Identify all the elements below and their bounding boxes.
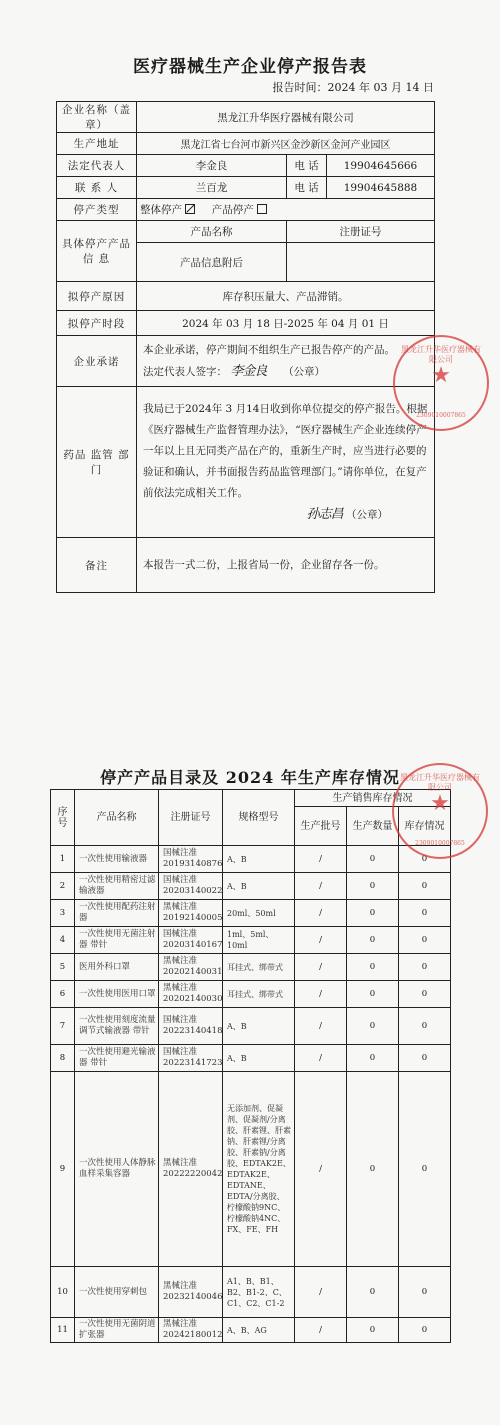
catalog-table <box>50 789 451 1343</box>
row-no: 2 <box>51 873 75 900</box>
row-spec: 无添加剂、促凝剂、促凝剂/分离胶、肝素锂、肝素钠、肝素锂/分离胶、肝素钠/分离胶、EDTAK2E、EDTAK2E、EDTANE、EDTA/分离胶、柠檬酸钠9NC、柠檬酸钠4NC、FX、FE、FH <box>223 1072 295 1267</box>
row-spec: A1、B、B1、B2、B1-2、C、C1、C2、C1-2 <box>223 1267 295 1318</box>
row-stock: 0 <box>399 927 451 954</box>
table-row <box>51 1318 451 1343</box>
company-label: 企业名称（盖章） <box>57 102 137 133</box>
checkbox-empty-icon <box>257 204 267 214</box>
row-batch: / <box>295 954 347 981</box>
table-row <box>51 1008 451 1045</box>
row-batch: / <box>295 1008 347 1045</box>
period-label: 拟停产时段 <box>57 311 137 336</box>
dept-cell <box>137 387 435 538</box>
product-info-label: 具体停产产品 信 息 <box>57 221 137 282</box>
row-spec: 1ml、5ml、10ml <box>223 927 295 954</box>
reason-label: 拟停产原因 <box>57 282 137 311</box>
company-seal-stamp-1 <box>393 335 489 431</box>
row-reg-no: 黑械注准 20192140005 <box>159 900 223 927</box>
row-reg-no: 国械注准 20223141723 <box>159 1045 223 1072</box>
row-qty: 0 <box>347 900 399 927</box>
table-row <box>51 1072 451 1267</box>
row-batch: / <box>295 927 347 954</box>
phone-label-2: 电 话 <box>287 177 327 199</box>
commit-sig-label: 法定代表人签字： <box>143 365 227 378</box>
row-product-name: 一次性使用避光输液器 带针 <box>75 1045 159 1072</box>
legal-rep-value: 李金良 <box>137 155 287 177</box>
row-stock: 0 <box>399 1045 451 1072</box>
reg-no-header: 注册证号 <box>287 221 435 243</box>
commit-signature: 李金良 <box>230 363 267 379</box>
row-reg-no: 黑械注准 20202140030 <box>159 981 223 1008</box>
row-spec: A、B <box>223 846 295 873</box>
row-qty: 0 <box>347 873 399 900</box>
row-no: 9 <box>51 1072 75 1267</box>
star-icon: ★ <box>431 363 451 388</box>
reason-value: 库存积压量大、产品滞销。 <box>137 282 435 311</box>
row-product-name: 一次性使用无菌阴道扩张器 <box>75 1318 159 1343</box>
dept-seal: （公章） <box>346 508 388 521</box>
row-spec: A、B <box>223 873 295 900</box>
row-product-name: 一次性使用配药注射器 <box>75 900 159 927</box>
stamp-number: 2309010007865 <box>416 412 466 419</box>
product-name-header: 产品名称 <box>137 221 287 243</box>
row-reg-no: 国械注准 20203140022 <box>159 873 223 900</box>
row-reg-no: 国械注准 20203140167 <box>159 927 223 954</box>
table-row <box>51 873 451 900</box>
row-batch: / <box>295 873 347 900</box>
note-label: 备注 <box>57 538 137 593</box>
row-stock: 0 <box>399 846 451 873</box>
row-spec: 20ml、50ml <box>223 900 295 927</box>
col-stock-header: 库存情况 <box>399 807 451 846</box>
col-spec-header: 规格型号 <box>223 790 295 846</box>
row-qty: 0 <box>347 927 399 954</box>
row-product-name: 一次性使用刻度流量调节式输液器 带针 <box>75 1008 159 1045</box>
row-reg-no: 黑械注准 20232140046 <box>159 1267 223 1318</box>
reg-no-value <box>287 243 435 282</box>
commit-cell <box>137 336 435 387</box>
type-option-whole: 整体停产 <box>140 204 182 216</box>
report-date: 报告时间：2024 年 03 月 14 日 <box>272 81 434 94</box>
row-batch: / <box>295 846 347 873</box>
row-qty: 0 <box>347 954 399 981</box>
row-qty: 0 <box>347 1267 399 1318</box>
row-qty: 0 <box>347 981 399 1008</box>
col-reg-header: 注册证号 <box>159 790 223 846</box>
row-qty: 0 <box>347 846 399 873</box>
row-reg-no: 黑械注准 20242180012 <box>159 1318 223 1343</box>
row-batch: / <box>295 1267 347 1318</box>
report-table <box>56 101 435 593</box>
row-batch: / <box>295 1318 347 1343</box>
report-title: 医疗器械生产企业停产报告表 <box>133 57 367 77</box>
star-icon: ★ <box>430 791 450 816</box>
table-row <box>51 900 451 927</box>
catalog-title: 停产产品目录及 2024 年生产库存情况 <box>100 768 400 787</box>
row-qty: 0 <box>347 1072 399 1267</box>
row-spec: A、B <box>223 1045 295 1072</box>
row-no: 3 <box>51 900 75 927</box>
row-no: 5 <box>51 954 75 981</box>
col-name-header: 产品名称 <box>75 790 159 846</box>
row-stock: 0 <box>399 873 451 900</box>
col-qty-header: 生产数量 <box>347 807 399 846</box>
row-spec: A、B <box>223 1008 295 1045</box>
table-row <box>51 927 451 954</box>
row-no: 6 <box>51 981 75 1008</box>
stop-type-options <box>137 199 435 221</box>
stamp-number: 2309010007865 <box>415 840 465 847</box>
row-spec: 耳挂式、绑带式 <box>223 981 295 1008</box>
row-qty: 0 <box>347 1008 399 1045</box>
legal-rep-label: 法定代表人 <box>57 155 137 177</box>
table-row <box>51 846 451 873</box>
row-no: 11 <box>51 1318 75 1343</box>
dept-text: 我局已于2024年 3 月14日收到你单位提交的停产报告。根据《医疗器械生产监督管理办法》，“医疗器械生产企业连续停产一年以上且无同类产品在产的，重新生产时，应当进行必要的验证和确认，并书面报告药品监管理部门。”请你单位，在复产前依法完成相关工作。 <box>143 402 428 499</box>
row-qty: 0 <box>347 1318 399 1343</box>
row-batch: / <box>295 1045 347 1072</box>
row-batch: / <box>295 900 347 927</box>
row-product-name: 一次性使用穿刺包 <box>75 1267 159 1318</box>
row-reg-no: 国械注准 20193140876 <box>159 846 223 873</box>
row-no: 4 <box>51 927 75 954</box>
period-value: 2024 年 03 月 18 日-2025 年 04 月 01 日 <box>137 311 435 336</box>
row-no: 10 <box>51 1267 75 1318</box>
row-spec: 耳挂式、绑带式 <box>223 954 295 981</box>
row-no: 7 <box>51 1008 75 1045</box>
row-qty: 0 <box>347 1045 399 1072</box>
address-value: 黑龙江省七台河市新兴区金沙新区金河产业园区 <box>137 133 435 155</box>
col-batch-header: 生产批号 <box>295 807 347 846</box>
row-product-name: 一次性使用输液器 <box>75 846 159 873</box>
row-stock: 0 <box>399 981 451 1008</box>
dept-signature: 孙志昌 <box>306 506 343 522</box>
row-reg-no: 黑械注准 20202140031 <box>159 954 223 981</box>
checkbox-checked-icon <box>185 204 195 214</box>
row-product-name: 一次性使用医用口罩 <box>75 981 159 1008</box>
row-stock: 0 <box>399 1267 451 1318</box>
dept-label: 药品 监管 部门 <box>57 387 137 538</box>
stamp-text: 黑龙江升华医疗器械有限公司 <box>400 773 480 792</box>
row-spec: A、B、AG <box>223 1318 295 1343</box>
row-product-name: 医用外科口罩 <box>75 954 159 981</box>
company-seal-stamp-2 <box>392 763 488 859</box>
table-row <box>51 1045 451 1072</box>
phone-label-1: 电 话 <box>287 155 327 177</box>
row-product-name: 一次性使用无菌注射器 带针 <box>75 927 159 954</box>
stop-type-label: 停产类型 <box>57 199 137 221</box>
row-no: 8 <box>51 1045 75 1072</box>
row-batch: / <box>295 1072 347 1267</box>
contact-label: 联 系 人 <box>57 177 137 199</box>
table-row <box>51 954 451 981</box>
row-stock: 0 <box>399 954 451 981</box>
commit-seal: （公章） <box>283 365 326 378</box>
contact-value: 兰百龙 <box>137 177 287 199</box>
commit-label: 企业承诺 <box>57 336 137 387</box>
type-option-product: 产品停产 <box>211 204 254 216</box>
phone-value-1: 19904645666 <box>327 155 435 177</box>
row-stock: 0 <box>399 900 451 927</box>
stamp-text: 黑龙江升华医疗器械有限公司 <box>401 345 481 364</box>
row-no: 1 <box>51 846 75 873</box>
product-info-value: 产品信息附后 <box>137 243 287 282</box>
row-reg-no: 国械注准 20223140418 <box>159 1008 223 1045</box>
col-no-header: 序号 <box>51 790 75 846</box>
row-reg-no: 黑械注准 20222220042 <box>159 1072 223 1267</box>
company-value: 黑龙江升华医疗器械有限公司 <box>137 102 435 133</box>
address-label: 生产地址 <box>57 133 137 155</box>
phone-value-2: 19904645888 <box>327 177 435 199</box>
row-stock: 0 <box>399 1072 451 1267</box>
col-group-header: 生产销售库存情况 <box>295 790 451 807</box>
row-batch: / <box>295 981 347 1008</box>
commit-text: 本企业承诺，停产期间不组织生产已报告停产的产品。 <box>143 343 395 356</box>
row-stock: 0 <box>399 1318 451 1343</box>
row-stock: 0 <box>399 1008 451 1045</box>
table-row <box>51 981 451 1008</box>
note-value: 本报告一式二份，上报省局一份，企业留存各一份。 <box>137 538 435 593</box>
row-product-name: 一次性使用人体静脉血样采集容器 <box>75 1072 159 1267</box>
table-row <box>51 1267 451 1318</box>
row-product-name: 一次性使用精密过滤输液器 <box>75 873 159 900</box>
